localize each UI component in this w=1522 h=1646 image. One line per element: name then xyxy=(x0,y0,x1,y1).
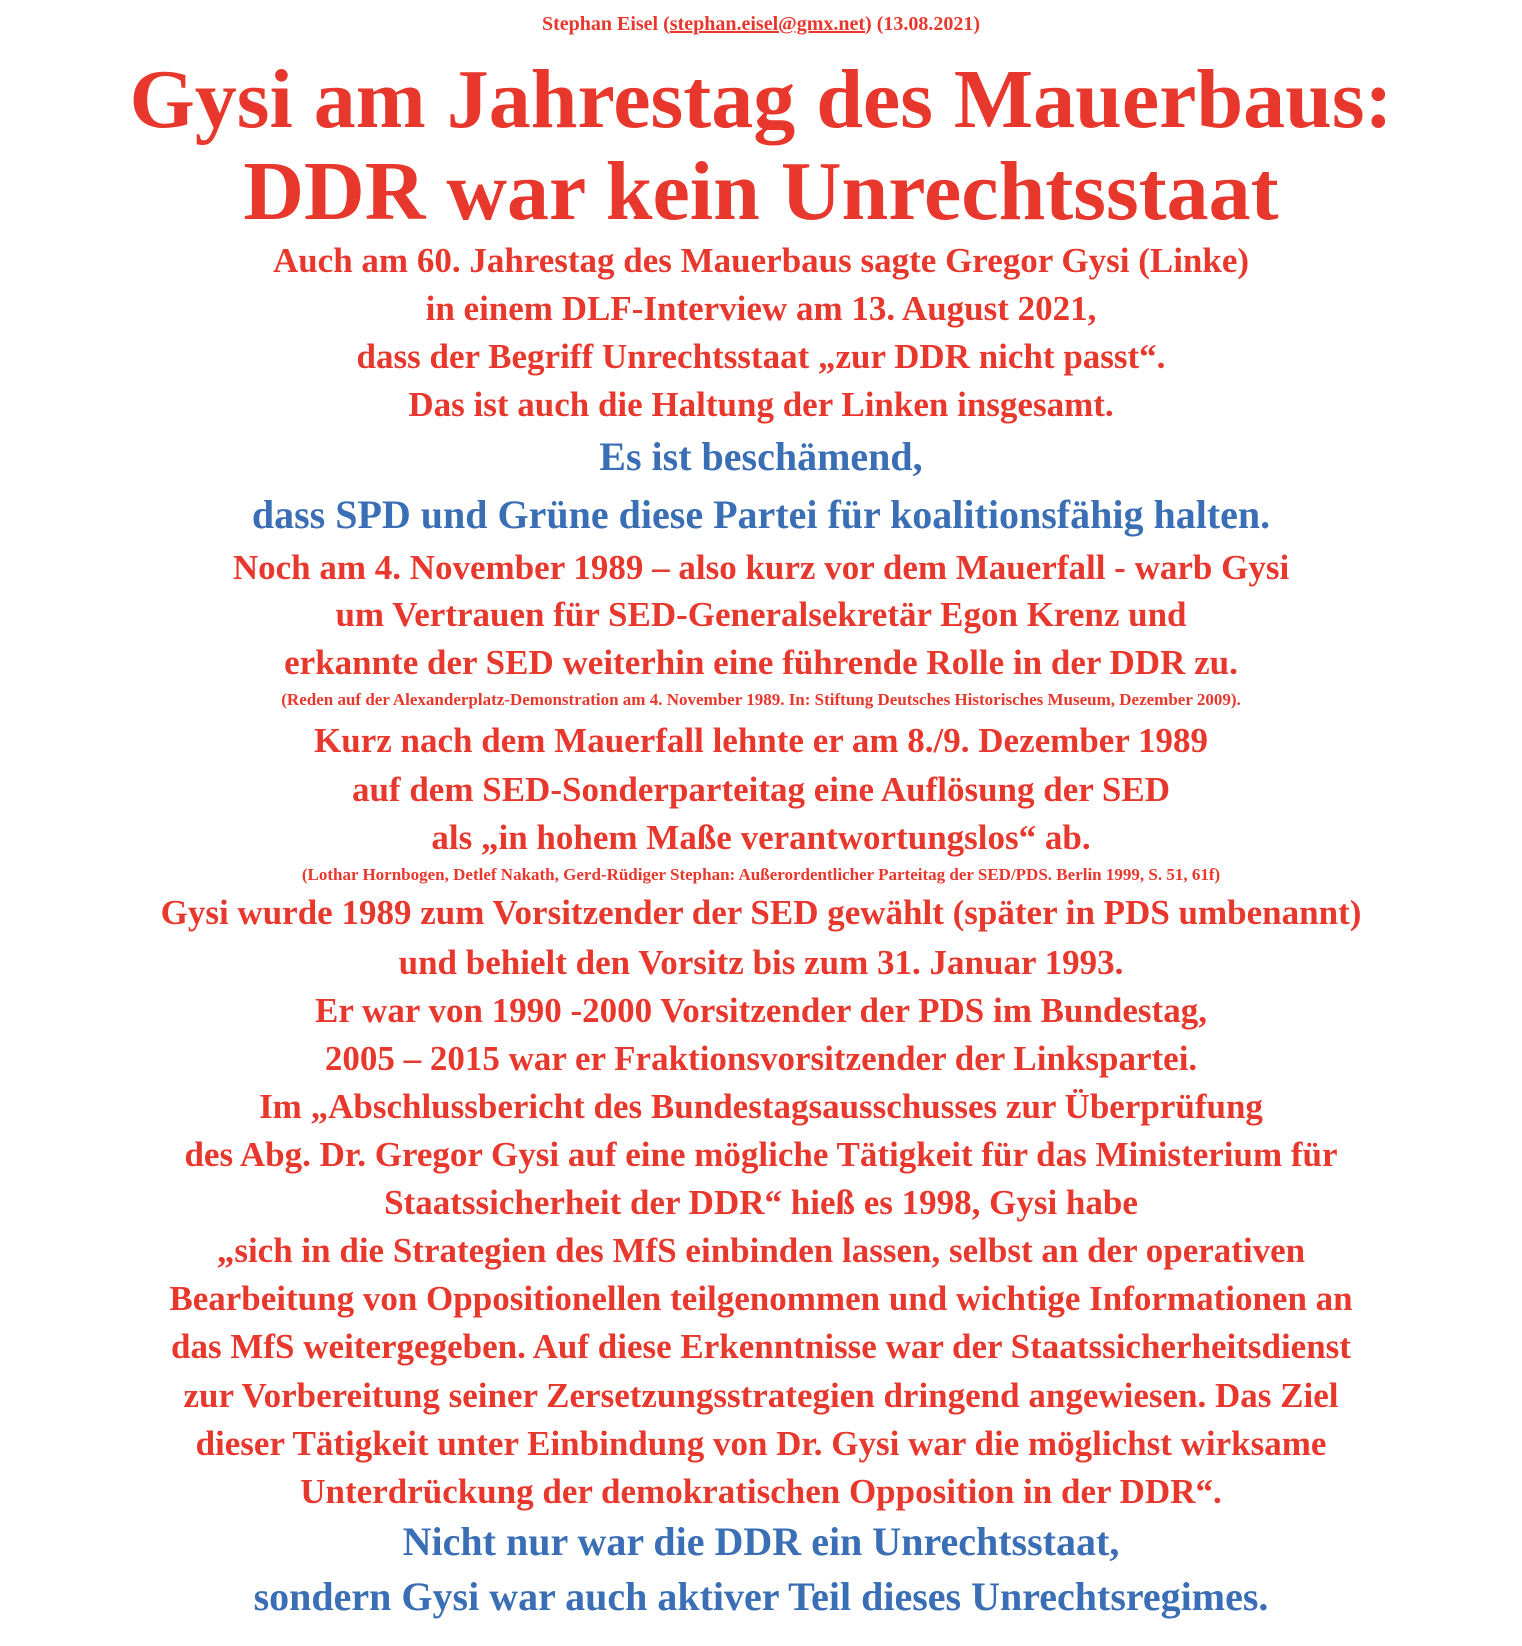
section-bericht-line-4: „sich in die Strategien des MfS einbinden lassen, selbst an der operativen xyxy=(216,1231,1306,1270)
conclusion-line-2: sondern Gysi war auch aktiver Teil dieses Unrechtsregimes. xyxy=(253,1574,1269,1619)
intro-line-1: Auch am 60. Jahrestag des Mauerbaus sagte Gregor Gysi (Linke) xyxy=(272,241,1250,280)
section-vorsitz-line-2: und behielt den Vorsitz bis zum 31. Januar 1993. xyxy=(398,943,1124,982)
section-dezember-line-3: als „in hohem Maße verantwortungslos“ ab. xyxy=(431,818,1091,857)
section-bericht-line-6: das MfS weitergegeben. Auf diese Erkenntnisse war der Staatssicherheitsdienst xyxy=(171,1327,1351,1366)
author-email-link[interactable]: stephan.eisel@gmx.net xyxy=(669,13,866,35)
section-dezember-line-2: auf dem SED-Sonderparteitag eine Auflösung der SED xyxy=(351,770,1171,809)
section-bericht-line-9: Unterdrückung der demokratischen Opposition in der DDR“. xyxy=(300,1472,1222,1511)
section-1989-line-3: erkannte der SED weiterhin eine führende Rolle in der DDR zu. xyxy=(284,643,1238,682)
section-bericht-line-7: zur Vorbereitung seiner Zersetzungsstrategien dringend angewiesen. Das Ziel xyxy=(183,1376,1339,1415)
section-vorsitz-line-3: Er war von 1990 -2000 Vorsitzender der PDS im Bundestag, xyxy=(315,991,1207,1030)
title-line-1: Gysi am Jahrestag des Mauerbaus: xyxy=(129,53,1393,146)
blue-statement-line-2: dass SPD und Grüne diese Partei für koalitionsfähig halten. xyxy=(251,492,1271,537)
intro-line-3: dass der Begriff Unrechtsstaat „zur DDR nicht passt“. xyxy=(356,337,1166,376)
intro-line-2: in einem DLF-Interview am 13. August 2021, xyxy=(425,289,1097,328)
section-1989-line-2: um Vertrauen für SED-Generalsekretär Egon Krenz und xyxy=(335,595,1187,634)
section-bericht-line-5: Bearbeitung von Oppositionellen teilgenommen und wichtige Informationen an xyxy=(169,1279,1353,1318)
publish-date: (13.08.2021) xyxy=(876,13,981,35)
blue-statement-line-1: Es ist beschämend, xyxy=(599,434,923,479)
source-citation-2: (Lothar Hornbogen, Detlef Nakath, Gerd-Rüdiger Stephan: Außerordentlicher Parteitag der SED/PDS. Berlin 1999, S. 51, 61f) xyxy=(301,865,1221,884)
section-bericht-line-2: des Abg. Dr. Gregor Gysi auf eine mögliche Tätigkeit für das Ministerium für xyxy=(184,1135,1338,1174)
conclusion-line-1: Nicht nur war die DDR ein Unrechtsstaat, xyxy=(402,1519,1120,1564)
source-citation-1: (Reden auf der Alexanderplatz-Demonstration am 4. November 1989. In: Stiftung Deutsches Historisches Museum, Dezember 2009). xyxy=(281,690,1241,709)
section-vorsitz-line-1: Gysi wurde 1989 zum Vorsitzender der SED gewählt (später in PDS umbenannt) xyxy=(160,893,1362,932)
byline: Stephan Eisel (stephan.eisel@gmx.net) (13.08.2021) xyxy=(541,13,981,35)
title-line-2: DDR war kein Unrechtsstaat xyxy=(243,145,1279,238)
section-bericht-line-1: Im „Abschlussbericht des Bundestagsausschusses zur Überprüfung xyxy=(259,1087,1263,1126)
section-bericht-line-8: dieser Tätigkeit unter Einbindung von Dr. Gysi war die möglichst wirksame xyxy=(195,1424,1327,1463)
section-bericht-line-3: Staatssicherheit der DDR“ hieß es 1998, Gysi habe xyxy=(384,1183,1138,1222)
section-vorsitz-line-4: 2005 – 2015 war er Fraktionsvorsitzender der Linkspartei. xyxy=(324,1039,1198,1078)
author-name: Stephan Eisel xyxy=(541,13,659,35)
section-dezember-line-1: Kurz nach dem Mauerfall lehnte er am 8./9. Dezember 1989 xyxy=(314,721,1208,760)
section-1989-line-1: Noch am 4. November 1989 – also kurz vor dem Mauerfall - warb Gysi xyxy=(232,548,1290,587)
intro-line-4: Das ist auch die Haltung der Linken insgesamt. xyxy=(408,385,1114,424)
